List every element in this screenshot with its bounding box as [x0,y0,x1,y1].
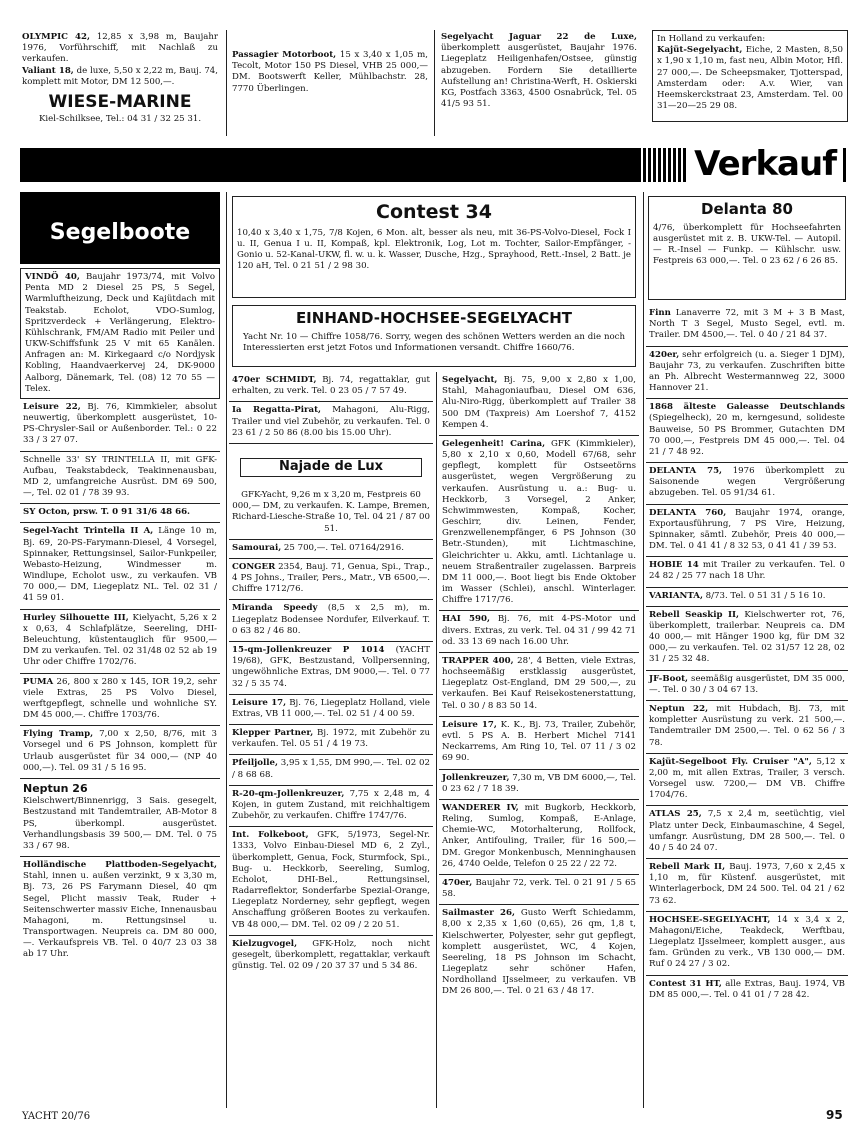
ad-flying-tramp: Flying Tramp, 7,00 x 2,50, 8/76, mit 3 Vorsegel und 6 PS Johnson, komplett für Urlaub ausgerüstet für 34 000,— (NP 40 000,—). Tel. 09 31 / 5 16 95. [20,726,220,779]
ad-contest-31: Contest 31 HT, alle Extras, Bauj. 1974, VB DM 85 000,—. Tel. 0 41 01 / 7 28 42. [649,978,845,1000]
ad-rebell-mark-ii: Rebell Mark II, Bauj. 1973, 7,60 x 2,45 x 1,10 m, für Küstenf. ausgerüstet, mit Winterlagerbock, DM 24 500. Tel. 04 21 / 62 73 62. [646,859,848,912]
ad-delanta-760: DELANTA 760, Baujahr 1974, orange, Exportausführung, 7 PS Vire, Heizung, Spinnaker, sämtl. Zubehör, Preis 40 000,— DM. Tel. 0 41 41 / 8 32 53, 0 41 41 / 39 53. [646,505,848,558]
ad-trintella: Schnelle 33' SY TRINTELLA II, mit GFK-Aufbau, Teakstabdeck, Teakinnenausbau, MD 2, umfangreiche Ausrüst. DM 69 500,—, Tel. 02 01 / 78 39 93. [20,452,220,505]
delanta-body: 4/76, überkomplett für Hochseefahrten ausgerüstet mit z. B. UKW-Tel. — Autopil. — R.-Insel — Funkp. — Kühlschr. usw. Festpreis 63 000,—. Tel. 0 23 62 / 6 26 85. [653,222,841,267]
ad-pfeiljolle: Pfeiljolle, 3,95 x 1,55, DM 990,—. Tel. 02 02 / 8 68 68. [229,755,433,785]
ad-miranda: Miranda Speedy (8,5 x 2,5 m), m. Liegeplatz Bodensee Nordufer, Eilverkauf. T. 0 63 82 / 46 80. [229,600,433,642]
top-ad-holland [652,30,848,122]
ad-jf-boot: JF-Boot, seemäßig ausgerüstet, DM 35 000,—. Tel. 0 30 / 3 04 67 13. [646,671,848,701]
ad-body: de luxe, 5,50 x 2,22 m, Bauj. 74, komplett mit Motor, DM 12 500,—. [22,65,218,87]
ad-hai-590: HAI 590, Bj. 76, mit 4-PS-Motor und divers. Extras, zu verk. Tel. 04 31 / 99 42 71 od. 33 13 69 nach 16.00 Uhr. [439,611,639,653]
ad-jollenkreuzer: Jollenkreuzer, 7,30 m, VB DM 6000,—, Tel. 0 23 62 / 7 18 39. [439,770,639,800]
section-title: Segelboote [49,220,191,245]
ad-finn: Finn Lanaverre 72, mit 3 M + 3 B Mast, North T 3 Segel, Musto Segel, evtl. m. Trailer. DM 4500,—. Tel. 0 40 / 21 84 37. [646,305,848,347]
ad-rebell-seaskip: Rebell Seaskip II, Kielschwerter rot, 76, überkomplett, trailerbar. Neupreis ca. DM 40 000,— mit Hänger 1900 kg, für DM 32 000,— zu verkaufen. Tel. 02 31/57 12 28, 02 31 / 25 32 48. [646,607,848,671]
ad-body: 12,85 x 3,98 m, Baujahr 1976, Vorführschiff, mit Nachlaß zu verkaufen. [22,32,219,65]
ad-einhand [232,305,636,367]
ad-galeasse: 1868 älteste Galeasse Deutschlands (Spiegelheck), 20 m, kerngesund, solideste Bauweise, 50 PS Brommer, Gutachten DM 70 000,—, Festpreis DM 45 000,—. Tel. 04 21 / 7 48 92. [646,399,848,463]
ad-conger: CONGER 2354, Bauj. 71, Genua, Spi., Trap., 4 PS Johns., Trailer, Pers., Matr., VB 6500,—. Chiffre 1712/76. [229,559,433,601]
ad-lead: Passagier Motorboot, [232,50,337,60]
ad-carina: Gelegenheit! Carina, GFK (Kimmkieler), 5,80 x 2,10 x 0,60, Modell 67/68, sehr gepflegt, komplett für Ostseetörns ausgerüstet, wegen Vergrößerung zu verkaufen. Ausrüstung u. a.: Bug- u. Heckkorb, 3 Vorsegel, 2 Anker, Schwimmwesten, Kompaß, Kocher, Geschirr, div. Leinen, Fender, Grenzwellenempfänger, 6 PS Johnson (30 Betr.-Stunden), mit Lichtmaschine, Gleichrichter u. Akku, amtl. Lichtanlage u. neuem Straßentrailer zugelassen. Barpreis DM 11 000,—. Boot liegt bis Ende Oktober im Wasser (Schlei), anschl. Winterlager. Chiffre 1717/76. [439,436,639,612]
ad-leisure-17: Leisure 17, Bj. 76, Liegeplatz Holland, viele Extras, VB 11 000,—. Tel. 02 51 / 4 00 59. [229,695,433,725]
column-1 [20,268,220,1108]
ad-lead: Segelyacht Jaguar 22 de Luxe, [441,32,637,42]
divider [434,30,435,136]
ad-folkeboot: Int. Folkeboot, GFK, 5/1973, Segel-Nr. 1333, Volvo Einbau-Diesel MD 6, 2 Zyl., überkomplett, Genua, Fock, Sturmfock, Spi., Bug- u. Heckkorb, Seereling, Sumlog, Echolot, DHI-Bel., Rettungsinsel, Radarreflektor, Sonderfarbe Spezial-Orange, Liegeplatz Norderney, sehr gepflegt, wegen Anschaffung größeren Bootes zu verkaufen. VB 48 000,— DM. Tel. 02 09 / 2 20 51. [229,827,433,936]
verkauf-banner [20,148,848,182]
ad-plattboden: Holländische Plattboden-Segelyacht, Stahl, innen u. außen verzinkt, 9 x 3,30 m, Bj. 73, 26 PS Farymann Diesel, 40 qm Segel, Plicht massiv Teak, Ruder + Seitenschwerter massiv Eiche, Innenausbau Mahagoni, m. Rettungsinsel u. Transportwagen. Neupreis ca. DM 80 000,—. Verkaufspreis VB. Tel. 0 40/7 23 03 38 ab 17 Uhr. [23,860,217,960]
ad-hurley: Hurley Silhouette III, Kielyacht, 5,26 x 2 x 0,63, 4 Schlafplätze, Seereling, DHI-Beleuchtung, küstentauglich für 9500,— DM zu verkaufen. Tel. 02 31/48 02 52 ab 19 Uhr oder Chiffre 1702/76. [20,610,220,674]
ad-trintella-iia: Segel-Yacht Trintella II A, Länge 10 m, Bj. 69, 20-PS-Farymann-Diesel, 4 Vorsegel, Spinnaker, Rettungsinsel, Sailor-Funkpeiler, Webasto-Heizung, Windmesser m. Windlupe, Echolot usw., zu verkaufen. VB 70 000,— DM, Liegeplatz NL. Tel. 02 31 / 41 59 01. [20,523,220,609]
column-4 [646,305,848,1108]
ad-470er-schmidt: 470er SCHMIDT, Bj. 74, regattaklar, gut erhalten, zu verk. Tel. 0 23 05 / 7 57 49. [229,372,433,402]
einhand-body: Yacht Nr. 10 — Chiffre 1058/76. Sorry, wegen des schönen Wetters werden an die noch Interessierten erst jetzt Fotos und Informationen versandt. Chiffre 1660/76. [243,331,625,353]
ad-octon: SY Octon, prsw. T. 0 91 31/6 48 66. [20,504,220,523]
top-ad-jaguar [439,30,639,136]
ad-contest-34 [232,196,636,298]
ad-kielzugvogel: Kielzugvogel, GFK-Holz, noch nicht gesegelt, überkomplett, regattaklar, verkauft günstig. Tel. 02 09 / 20 37 37 und 5 34 86. [232,938,430,972]
ad-vindo: VINDÖ 40, Baujahr 1973/74, mit Volvo Penta MD 2 Diesel 25 PS, 5 Segel, Warmluftheizung, Deck und Kajütdach mit Teakstab. Echolot, VDO-Sumlog, Spritzverdeck + Verlängerung, Elektro-Kühlschrank, FM/AM Radio mit Peiler und UKW-Schiffsfunk 25 V mit 65 Kanälen. Anfragen an: M. Kirkegaard c/o Nordjysk Kobling, Haandvaerkervej 24, DK-9000 Aalborg, Dänemark, Tel. (08) 12 70 55 — Telex. [20,268,220,399]
contest-title: Contest 34 [376,201,492,223]
ad-hochsee-segelyacht: HOCHSEE-SEGELYACHT, 14 x 3,4 x 2, Mahagoni/Eiche, Teakdeck, Werftbau, Liegeplatz IJsselmeer, komplett ausger., aus fam. Gründen zu verk., VB 130 000,— DM. Ruf 0 24 27 / 3 02. [646,912,848,976]
ad-delanta-75: DELANTA 75, 1976 überkomplett zu Saisonende wegen Vergrößerung abzugeben. Tel. 05 91/34 61. [646,463,848,505]
ad-segelyacht-stahl: Segelyacht, Bj. 75, 9,00 x 2,80 x 1,00, Stahl, Mahagoniaufbau, Diesel OM 636, Alu-Niro-Rigg, überkomplett auf Trailer 38 500 DM (Taxpreis) Am Loershof 7, 4152 Kempen 4. [439,372,639,436]
ad-leisure-22: Leisure 22, Bj. 76, Kimmkieler, absolut neuwertig, überkomplett ausgerüstet, 10-PS-Chrysler-Sail or Außenborder. Tel.: 0 22 33 / 3 27 07. [20,399,220,452]
ad-470er: 470er, Baujahr 72, verk. Tel. 0 21 91 / 5 65 58. [439,875,639,905]
ad-klepper: Klepper Partner, Bj. 1972, mit Zubehör zu verkaufen. Tel. 05 51 / 4 19 73. [229,725,433,755]
contest-body: 10,40 x 3,40 x 1,75, 7/8 Kojen, 6 Mon. alt, besser als neu, mit 36-PS-Volvo-Diesel, Fock I u. II, Genua I u. II, Kompaß, kpl. Elektronik, Log, Lot m. Tochter, Sailor-Empfänger, -Gonio u. 52-Kanal-UKW, fl. w. u. k. Wasser, Dusche, Hzg., Sprayhood, Rett.-Insel, 2 Batt. je 120 aH, Tel. 0 21 51 / 2 98 30. [237,227,631,272]
ad-fly-cruiser: Kajüt-Segelboot Fly. Cruiser "A", 5,12 x 2,00 m, mit allen Extras, Trailer, 3 versch. Vorsegel usw. 7200,— DM VB. Chiffre 1704/76. [646,754,848,807]
divider [226,30,227,136]
ad-sailmaster: Sailmaster 26, Gusto Werft Schiedamm, 8,00 x 2,35 x 1,60 (0,65), 26 qm, 1,8 t, Kielschwerter, Polyester, sehr gut gepflegt, komplett ausgerüstet, WC, 4 Kojen, Seereling, 18 PS Johnson im Schacht, Liegeplatz sehr schöner Hafen, Nordholland IJsselmeer, zu verkaufen. VB DM 26 800,—. Tel. 0 21 63 / 48 17. [442,908,636,997]
ad-wanderer: WANDERER IV, mit Bugkorb, Heckkorb, Reling, Sumlog, Kompaß, E-Anlage, Chemie-WC, Motorhalterung, Rollfock, Anker, Antifouling, Trailer, für 16 500,— DM. Gregor Monkenbusch, Menninghausen 26, 4740 Oelde, Telefon 0 25 22 / 22 72. [439,800,639,875]
divider [226,192,227,1108]
ad-puma: PUMA 26, 800 x 280 x 145, IOR 19,2, sehr viele Extras, 25 PS Volvo Diesel, werftgepflegt, schnelle und wohnliche SY. DM 45 000,—. Chiffre 1703/76. [20,674,220,727]
divider [436,372,437,1108]
ad-varianta: VARIANTA, 8/73. Tel. 0 51 31 / 5 16 10. [646,588,848,607]
ad-regatta-pirat: Ia Regatta-Pirat, Mahagoni, Alu-Rigg, Trailer und viel Zubehör, zu verkaufen. Tel. 0 23 61 / 2 50 86 (8.00 bis 15.00 Uhr). [229,402,433,444]
verkauf-title: Verkauf [688,148,842,182]
ad-hobie: HOBIE 14 mit Trailer zu verkaufen. Tel. 0 24 82 / 25 77 nach 18 Uhr. [646,557,848,587]
ad-lead: Valiant 18, [22,65,74,76]
ad-neptun-26: Neptun 26 Kielschwert/Binnenrigg, 3 Sais. gesegelt, Bestzustand mit Tandemtrailer, AB-Motor 8 PS, überkompl. ausgerüstet. Verhandlungsbasis 39 500,— DM. Tel. 0 75 33 / 67 98. [20,779,220,857]
ad-body: überkomplett ausgerüstet, Baujahr 1976. Liegeplatz Heiligenhafen/Ostsee, günstig abzugeben. Fordern Sie detaillierte Aufstellung an! Christina-Werft, H. Oskierski KG, Postfach 3363, 4500 Osnabrück, Tel. 05 41/5 93 51. [441,43,637,110]
ad-lead: OLYMPIC 42, [22,32,90,42]
ad-r20-jollenkreuzer: R-20-qm-Jollenkreuzer, 7,75 x 2,48 m, 4 Kojen, in gutem Zustand, mit reichhaltigem Zubehör, zu verkaufen. Chiffre 1747/76. [229,786,433,828]
ad-lead: Kajüt-Segelyacht, [657,45,743,56]
brand-address: Kiel-Schilksee, Tel.: 04 31 / 32 25 31. [38,113,202,124]
einhand-title: EINHAND-HOCHSEE-SEGELYACHT [295,309,573,327]
footer-issue: YACHT 20/76 [22,1111,91,1122]
ad-trapper: TRAPPER 400, 28', 4 Betten, viele Extras, hochseemäßig erstklassig ausgerüstet, Liegeplatz Ost-England, DM 29 500,—, zu verkaufen. Bei Kauf Reisekostenerstattung, Tel. 0 30 / 8 83 50 14. [439,653,639,717]
page-number: 95 [826,1108,843,1122]
ad-jollenkreuzer-15: 15-qm-Jollenkreuzer P 1014 (YACHT 19/68), GFK, Bestzustand, Vollpersenning, ungewöhnliche Extras, DM 9000,—. Tel. 0 77 32 / 5 35 74. [229,642,433,695]
ad-420er: 420er, sehr erfolgreich (u. a. Sieger 1 DJM), Baujahr 73, zu verkaufen. Zuschriften bitte an Ph. Albrecht Westermannweg 22, 3000 Hannover 21. [646,347,848,400]
delanta-title: Delanta 80 [701,200,793,218]
ad-najade: Najade de Lux GFK-Yacht, 9,26 m x 3,20 m, Festpreis 60 000,— DM, zu verkaufen. K. Lampe, Bremen, Richard-Liesche-Straße 10, Tel. 04 21 / 87 00 51. [229,444,433,540]
brand-wiese-marine: WIESE-MARINE [48,91,192,112]
ad-body: 15 x 3,40 x 1,05 m, Tecolt, Motor 150 PS Diesel, VHB 25 000,— DM. Bootswerft Keller, Mühlbachstr. 28, 7770 Überlingen. [232,50,429,94]
ad-delanta-80 [648,196,846,300]
top-ad-motorboot [230,48,430,136]
top-ad-olympic [20,30,220,136]
ad-body: Eiche, 2 Masten, 8,50 x 1,90 x 1,10 m, fast neu, Albin Motor, Hfl. 27 000,—. De Scheepsmaker, Tjotterspad, Amsterdam oder: A.v. Wier, van Heemskerckstraat 23, Amsterdam. Tel. 00 31—20—25 29 08. [657,45,843,112]
ad-leisure-17-kk: Leisure 17, K. K., Bj. 73, Trailer, Zubehör, evtl. 5 PS A. B. Herbert Michel 7141 Neckarrems, Am Ring 10, Tel. 07 11 / 3 02 69 90. [439,717,639,770]
column-3 [439,372,639,1108]
ad-samourai: Samourai, 25 700,—. Tel. 07164/2916. [229,540,433,559]
ad-atlas: ATLAS 25, 7,5 x 2,4 m, seetüchtig, viel Platz unter Deck, Einbaumaschine, 4 Segel, umfangr. Ausrüstung, DM 28 500,—. Tel. 0 40 / 5 40 24 07. [646,806,848,859]
ad-head: In Holland zu verkaufen: [657,34,766,44]
najade-title: Najade de Lux [240,458,422,477]
column-2 [229,372,433,1108]
segelboote-header [20,192,220,264]
ad-neptun-22: Neptun 22, mit Hubdach, Bj. 73, mit kompletter Ausrüstung zu verk. 21 500,—. Tandemtrailer DM 2500,—. Tel. 0 62 56 / 3 78. [646,701,848,754]
divider [643,192,644,1108]
